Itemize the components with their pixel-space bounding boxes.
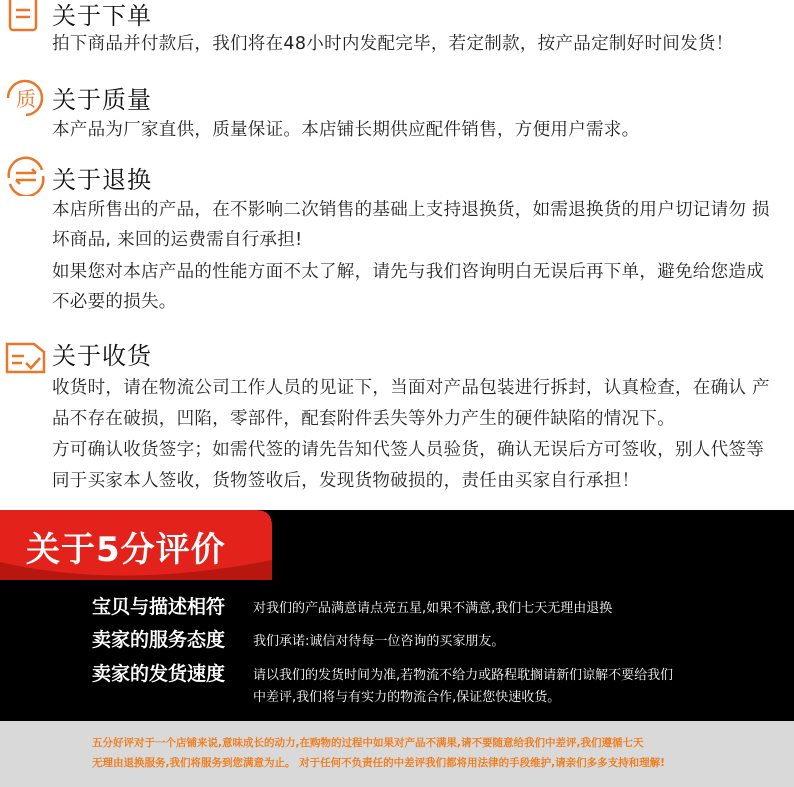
order-icon — [4, 0, 48, 36]
footer-text: 五分好评对于一个店铺来说,意味成长的动力,在购物的过程中如果对产品不满果,请不要随意给我们中差评,我们遵循七天 — [92, 737, 644, 749]
rating-text: 中差评,我们将与有实力的物流合作,保证您快速收货。 — [253, 690, 561, 705]
footer-note — [0, 721, 794, 787]
rating-banner-title: 关于5分评价 — [26, 530, 226, 570]
section-order — [0, 0, 794, 68]
quality-icon — [4, 78, 48, 118]
section-text: 方可确认收货签字；如需代签的请先告知代签人员验货，确认无误后方可签收，别人代签等 — [52, 440, 764, 460]
section-title: 关于收货 — [52, 342, 152, 370]
section-exchange — [0, 156, 794, 316]
section-quality — [0, 76, 794, 146]
rating-text: 我们承诺:诚信对待每一位咨询的买家朋友。 — [253, 634, 505, 649]
section-text: 本产品为厂家直供，质量保证。本店铺长期供应配件销售，方便用户需求。 — [52, 120, 640, 140]
section-text: 拍下商品并付款后，我们将在48小时内发配完毕，若定制款，按产品定制好时间发货！ — [52, 34, 734, 54]
section-title: 关于下单 — [52, 2, 152, 30]
section-text: 坏商品, 来回的运费需自行承担! — [52, 230, 303, 250]
quality-icon-glyph: 质 — [16, 87, 36, 111]
exchange-icon — [4, 156, 48, 196]
section-text: 本店所售出的产品，在不影响二次销售的基础上支持退换货，如需退换货的用户切记请勿 损 — [52, 200, 770, 220]
section-text: 如果您对本店产品的性能方面不太了解，请先与我们咨询明白无误后再下单，避免给您造成 — [52, 262, 764, 282]
section-title: 关于退换 — [52, 166, 152, 194]
rating-panel — [0, 510, 794, 721]
section-text: 品不存在破损，凹陷，零部件，配套附件丢失等外力产生的硬件缺陷的情况下。 — [52, 409, 675, 429]
section-text: 收货时，请在物流公司工作人员的见证下，当面对产品包装进行拆封，认真检查，在确认 产 — [52, 378, 770, 398]
receipt-icon — [4, 336, 48, 376]
rating-text: 请以我们的发货时间为准,若物流不给力或路程耽搁请新们谅解不要给我们 — [253, 668, 674, 683]
section-receipt — [0, 332, 794, 497]
section-title: 关于质量 — [52, 86, 152, 114]
section-text: 不必要的损失。 — [52, 292, 177, 312]
rating-label: 宝贝与描述相符 — [92, 596, 226, 618]
rating-label: 卖家的服务态度 — [92, 629, 226, 651]
section-text: 同于买家本人签收，货物签收后，发现货物破损的，责任由买家自行承担！ — [52, 471, 640, 491]
footer-text: 无理由退换服务,我们将服务到您满意为止。 对于任何不负责任的中差评我们都将用法律的手段维护,请亲们多多支持和理解! — [92, 757, 665, 769]
rating-text: 对我们的产品满意请点亮五星,如果不满意,我们七天无理由退换 — [253, 601, 613, 616]
rating-label: 卖家的发货速度 — [92, 663, 226, 685]
